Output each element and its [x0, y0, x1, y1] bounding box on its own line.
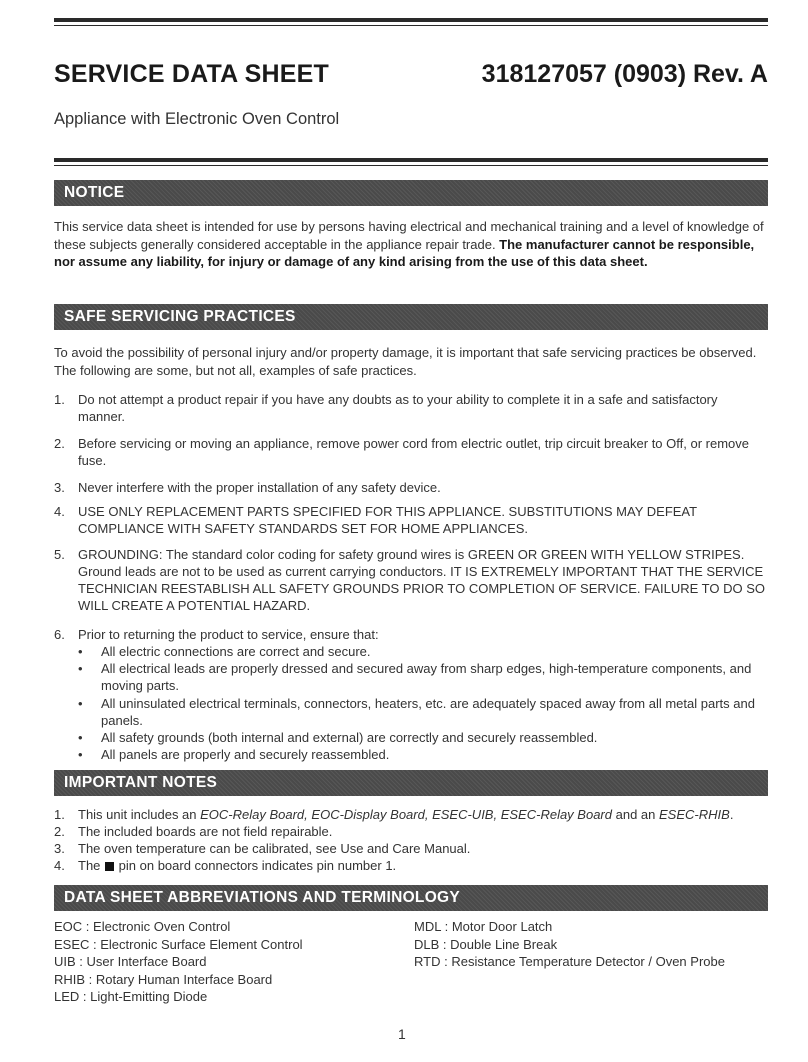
item-text: Do not attempt a product repair if you have any doubts as to your ability to complete it in a safe and satisfactory manner.: [78, 392, 718, 424]
board-name: ESEC-Relay Board: [500, 807, 612, 822]
important-note-4: [54, 858, 768, 875]
abbr-code: ESEC :: [54, 936, 97, 952]
note-conjunction: and an: [615, 807, 656, 822]
abbr-code: UIB :: [54, 954, 83, 969]
item-number: 6.: [54, 627, 65, 642]
safe-item-6: [54, 626, 768, 643]
note-prefix: The: [78, 858, 101, 873]
abbr-mdl: [414, 918, 552, 936]
header-rule-thin: [54, 165, 768, 166]
board-name: ESEC-RHIB: [659, 807, 730, 822]
notice-disclaimer: The manufacturer cannot be responsible, nor assume any liability, for injury or damage of any kind arising from the use of this data sheet.: [54, 236, 755, 269]
item-number: 1.: [54, 392, 65, 407]
abbr-code: RHIB :: [54, 971, 93, 987]
safe-item-2: [54, 435, 768, 469]
page-title: SERVICE DATA SHEET: [54, 60, 329, 88]
item-text: USE ONLY REPLACEMENT PARTS SPECIFIED FOR THIS APPLIANCE. SUBSTITUTIONS MAY DEFEAT COMPLIANCE WITH SAFETY STANDARDS SET FOR HOME APPLIANCES.: [78, 504, 697, 536]
abbr-code: EOC :: [54, 919, 90, 934]
item-text: Prior to returning the product to service, ensure that:: [78, 627, 379, 642]
safe-item-4: [54, 503, 768, 537]
notice-heading: NOTICE: [54, 180, 768, 206]
important-notes-heading: IMPORTANT NOTES: [54, 770, 768, 796]
abbr-rhib: [54, 971, 272, 989]
abbr-meaning: Electronic Oven Control: [93, 919, 231, 934]
item-number: 2.: [54, 436, 65, 451]
important-note-2: [54, 824, 768, 841]
abbr-uib: [54, 953, 206, 971]
abbr-code: DLB :: [414, 936, 447, 952]
note-text: [78, 858, 396, 873]
board-name: ESEC-UIB,: [432, 807, 498, 822]
bullet-dot-icon: •: [78, 696, 83, 711]
abbr-meaning: Double Line Break: [450, 936, 558, 952]
note-prefix: This unit includes an: [78, 807, 201, 822]
note-text: The included boards are not field repairable.: [78, 824, 333, 839]
top-rule-thick: [54, 18, 768, 22]
item-number: 4.: [54, 504, 65, 519]
note-end: .: [729, 807, 734, 822]
bullet-dot-icon: •: [78, 661, 83, 676]
safe-practices-heading: SAFE SERVICING PRACTICES: [54, 304, 768, 330]
note-text: The oven temperature can be calibrated, see Use and Care Manual.: [78, 841, 471, 856]
abbr-meaning: Rotary Human Interface Board: [95, 971, 273, 987]
safe-item-1: [54, 391, 768, 425]
important-note-1: [54, 807, 768, 824]
safe-item-5: [54, 546, 768, 614]
note-number: 4.: [54, 858, 65, 873]
note-text: [78, 807, 733, 822]
bullet-dot-icon: •: [78, 730, 83, 745]
item-number: 3.: [54, 480, 65, 495]
check-bullet-2: [78, 660, 768, 694]
item-number: 5.: [54, 547, 65, 562]
item-text: GROUNDING: The standard color coding for safety ground wires is GREEN OR GREEN WITH YELLOW STRIPES. Ground leads are not to be used as current carrying conductors. IT IS EXTREMELY IMPORTANT THAT THE SERVICE TECHNICIAN REESTABLISH ALL SAFETY GROUNDS PRIOR TO COMPLETION OF SERVICE. FAILURE TO DO SO WILL CREATE A POTENTIAL HAZARD.: [78, 547, 765, 613]
bullet-text: All uninsulated electrical terminals, connectors, heaters, etc. are adequately spaced away from all metal parts and panels.: [101, 696, 755, 728]
abbr-dlb: [414, 936, 557, 954]
abbr-led: [54, 988, 207, 1006]
check-bullet-5: [78, 746, 768, 763]
item-text: Never interfere with the proper installation of any safety device.: [78, 480, 441, 495]
abbr-rtd: [414, 953, 725, 971]
abbr-code: RTD :: [414, 954, 448, 969]
note-number: 2.: [54, 824, 65, 839]
note-number: 3.: [54, 841, 65, 856]
abbreviations-heading: DATA SHEET ABBREVIATIONS AND TERMINOLOGY: [54, 885, 768, 911]
bullet-text: All electric connections are correct and secure.: [101, 644, 371, 659]
part-number: 318127057 (0903) Rev. A: [481, 60, 768, 88]
page-number: 1: [398, 1026, 406, 1042]
board-name: EOC-Display Board,: [311, 807, 429, 822]
abbr-meaning: Electronic Surface Element Control: [100, 936, 303, 952]
check-bullet-1: [78, 643, 768, 660]
top-rule-thin: [54, 25, 768, 26]
bullet-dot-icon: •: [78, 644, 83, 659]
abbr-code: LED :: [54, 989, 87, 1004]
abbr-eoc: [54, 918, 230, 936]
safe-practices-intro: To avoid the possibility of personal injury and/or property damage, it is important that safe servicing practices be observed. The following are some, but not all, examples of safe practices.: [54, 345, 757, 378]
safe-item-3: [54, 479, 768, 496]
abbr-code: MDL :: [414, 919, 449, 934]
check-bullet-4: [78, 729, 768, 746]
board-name: EOC-Relay Board,: [200, 807, 308, 822]
note-suffix: pin on board connectors indicates pin number 1.: [118, 858, 397, 873]
header-rule-thick: [54, 158, 768, 162]
bullet-dot-icon: •: [78, 747, 83, 762]
abbr-meaning: Resistance Temperature Detector / Oven Probe: [451, 954, 725, 969]
abbr-esec: [54, 936, 303, 954]
pin-square-icon: [105, 862, 114, 871]
notice-body: This service data sheet is intended for use by persons having electrical and mechanical training and a level of knowledge of these subjects generally considered acceptable in the appliance repair trade.: [54, 219, 764, 252]
check-bullet-3: [78, 695, 768, 729]
note-number: 1.: [54, 807, 65, 822]
bullet-text: All safety grounds (both internal and external) are correctly and securely reassembled.: [101, 730, 598, 745]
abbr-meaning: Motor Door Latch: [451, 919, 553, 934]
abbr-meaning: User Interface Board: [86, 954, 207, 969]
important-note-3: [54, 841, 768, 858]
notice-text: [54, 218, 768, 271]
bullet-text: All electrical leads are properly dressed and secured away from sharp edges, high-temperature components, and moving parts.: [101, 661, 752, 693]
page-subtitle: Appliance with Electronic Oven Control: [54, 110, 340, 128]
item-text: Before servicing or moving an appliance, remove power cord from electric outlet, trip circuit breaker to Off, or remove fuse.: [78, 436, 749, 468]
abbr-meaning: Light-Emitting Diode: [90, 989, 208, 1004]
bullet-text: All panels are properly and securely reassembled.: [101, 747, 390, 762]
